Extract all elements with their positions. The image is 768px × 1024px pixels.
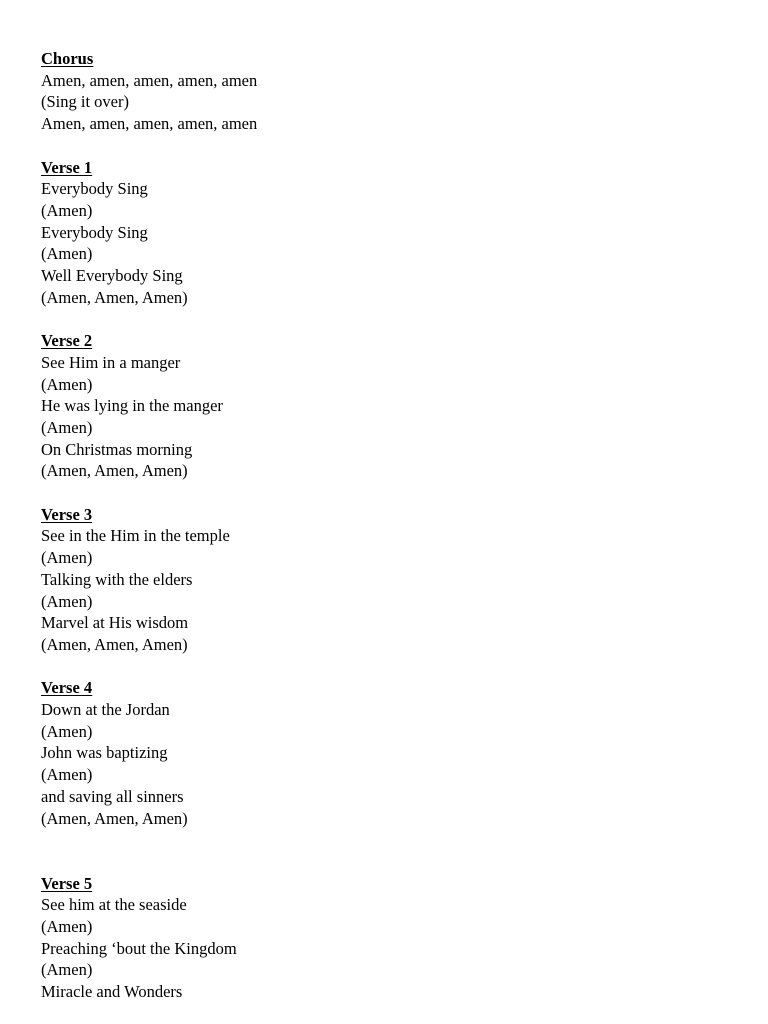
lyric-line: See Him in a manger	[41, 352, 181, 372]
lyric-line: He was lying in the manger	[41, 396, 223, 416]
lyric-line: On Christmas morning	[41, 439, 193, 459]
lyric-line: Everybody Sing	[41, 222, 148, 242]
lyric-line: See in the Him in the temple	[41, 526, 230, 546]
lyric-line: (Amen)	[41, 200, 93, 220]
lyric-line: (Amen)	[41, 244, 93, 264]
lyric-line: (Amen)	[41, 765, 93, 785]
section-verse-2	[41, 330, 768, 482]
lyric-line: See him at the seaside	[41, 895, 187, 915]
lyric-line: Talking with the elders	[41, 569, 193, 589]
lyric-line: Marvel at His wisdom	[41, 613, 189, 633]
lyric-line: Preaching ‘bout the Kingdom	[41, 938, 237, 958]
lyric-line: Miracle and Wonders	[41, 982, 183, 1002]
lyric-line: (Amen, Amen, Amen)	[41, 808, 188, 828]
lyric-line: (Amen)	[41, 548, 93, 568]
lyric-line: Well Everybody Sing	[41, 266, 183, 286]
lyric-line: Amen, amen, amen, amen, amen	[41, 70, 258, 90]
lyric-line: (Amen)	[41, 960, 93, 980]
lyric-line: Everybody Sing	[41, 179, 148, 199]
lyric-line: (Amen)	[41, 591, 93, 611]
lyric-line: Amen, amen, amen, amen, amen	[41, 114, 258, 134]
section-verse-4	[41, 677, 768, 829]
section-verse-3	[41, 504, 768, 656]
lyric-line: Down at the Jordan	[41, 700, 170, 720]
section-heading: Verse 2	[41, 331, 93, 351]
section-verse-5	[41, 873, 768, 1003]
lyric-line: (Amen, Amen, Amen)	[41, 287, 188, 307]
section-verse-1	[41, 157, 768, 309]
lyric-line: (Amen, Amen, Amen)	[41, 461, 188, 481]
section-heading: Verse 5	[41, 873, 93, 893]
lyric-line: John was baptizing	[41, 743, 168, 763]
section-heading: Verse 1	[41, 157, 93, 177]
lyric-line: and saving all sinners	[41, 786, 184, 806]
section-heading: Verse 3	[41, 504, 93, 524]
section-heading: Chorus	[41, 49, 94, 68]
lyric-line: (Amen)	[41, 374, 93, 394]
lyric-line: (Amen, Amen, Amen)	[41, 634, 188, 654]
section-heading: Verse 4	[41, 678, 93, 698]
section-chorus	[41, 48, 768, 135]
lyric-line: (Amen)	[41, 917, 93, 937]
lyric-line: (Sing it over)	[41, 92, 129, 112]
lyric-line: (Amen)	[41, 721, 93, 741]
lyric-line: (Amen)	[41, 417, 93, 437]
